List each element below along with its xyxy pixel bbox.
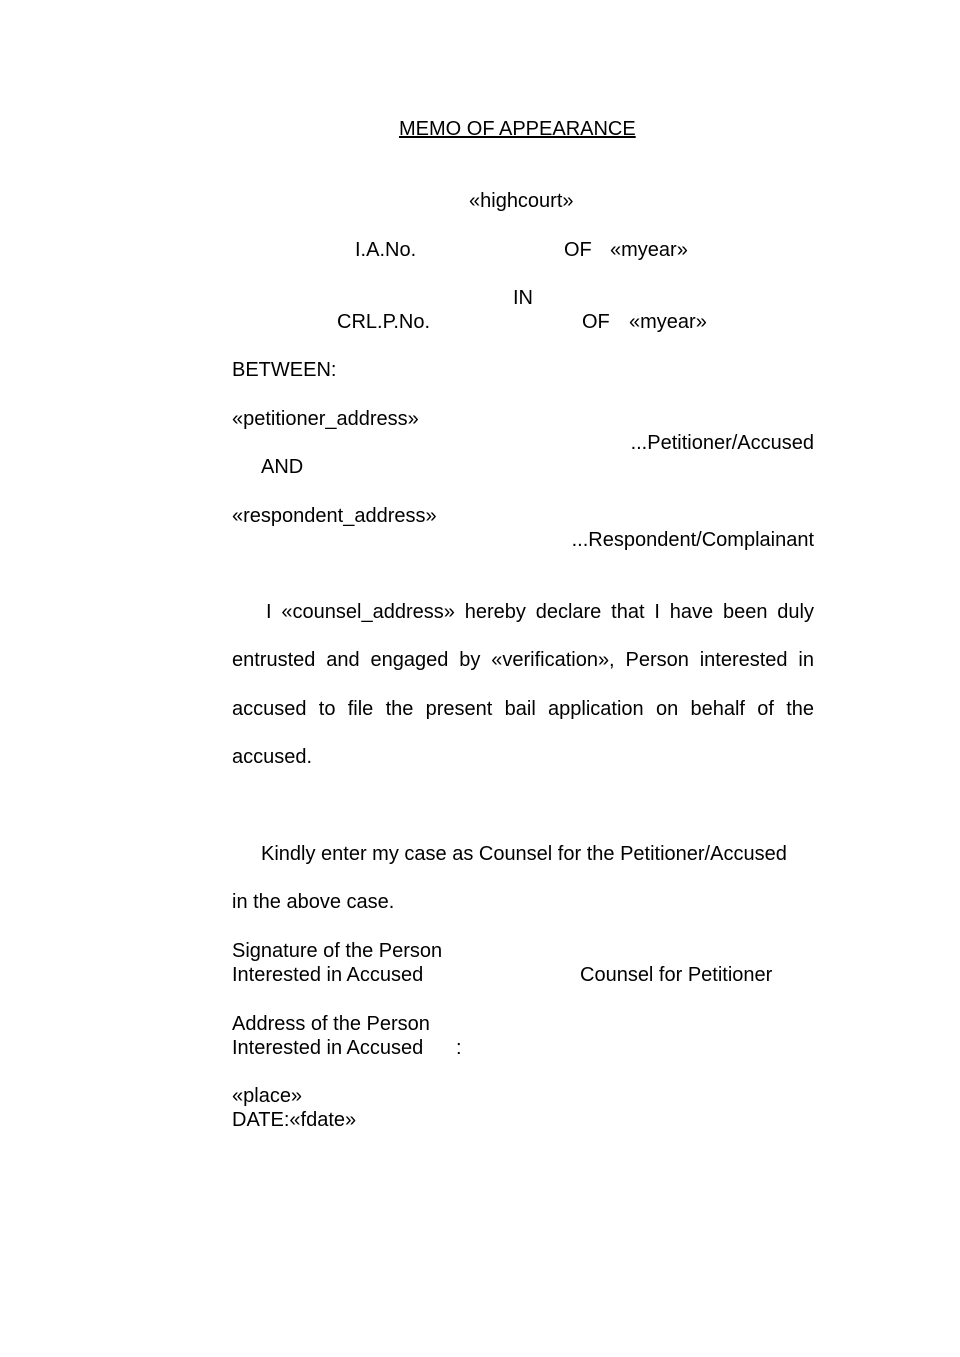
declaration-paragraph xyxy=(232,588,814,781)
ia-number-label: I.A.No. xyxy=(355,239,417,261)
request-line-2: in the above case. xyxy=(232,891,395,913)
declaration-text: I «counsel_address» hereby declare that I have been duly entrusted and engaged by «verification», Person interested in accused to file the present bail application on behalf of the accused. xyxy=(232,601,814,768)
place-field: «place» xyxy=(232,1085,303,1107)
respondent-address: «respondent_address» xyxy=(232,505,437,527)
ia-of-label: OF xyxy=(564,239,592,261)
request-line-1: Kindly enter my case as Counsel for the Petitioner/Accused xyxy=(261,843,787,865)
counsel-label: Counsel for Petitioner xyxy=(580,964,773,986)
crl-number-label: CRL.P.No. xyxy=(337,311,431,333)
document-title: MEMO OF APPEARANCE xyxy=(399,118,636,140)
date-field: DATE:«fdate» xyxy=(232,1109,357,1131)
ia-year: «myear» xyxy=(610,239,688,261)
respondent-role: ...Respondent/Complainant xyxy=(571,529,814,551)
address-label-line-2: Interested in Accused xyxy=(232,1037,424,1059)
and-label: AND xyxy=(261,456,304,478)
signature-label-line-2: Interested in Accused xyxy=(232,964,424,986)
address-label-line-1: Address of the Person xyxy=(232,1013,430,1035)
in-label: IN xyxy=(513,287,533,309)
address-colon: : xyxy=(456,1037,462,1059)
crl-of-label: OF xyxy=(582,311,610,333)
signature-label-line-1: Signature of the Person xyxy=(232,940,443,962)
between-label: BETWEEN: xyxy=(232,359,337,381)
crl-year: «myear» xyxy=(629,311,707,333)
petitioner-address: «petitioner_address» xyxy=(232,408,419,430)
court-name: «highcourt» xyxy=(469,190,574,212)
petitioner-role: ...Petitioner/Accused xyxy=(630,432,814,454)
